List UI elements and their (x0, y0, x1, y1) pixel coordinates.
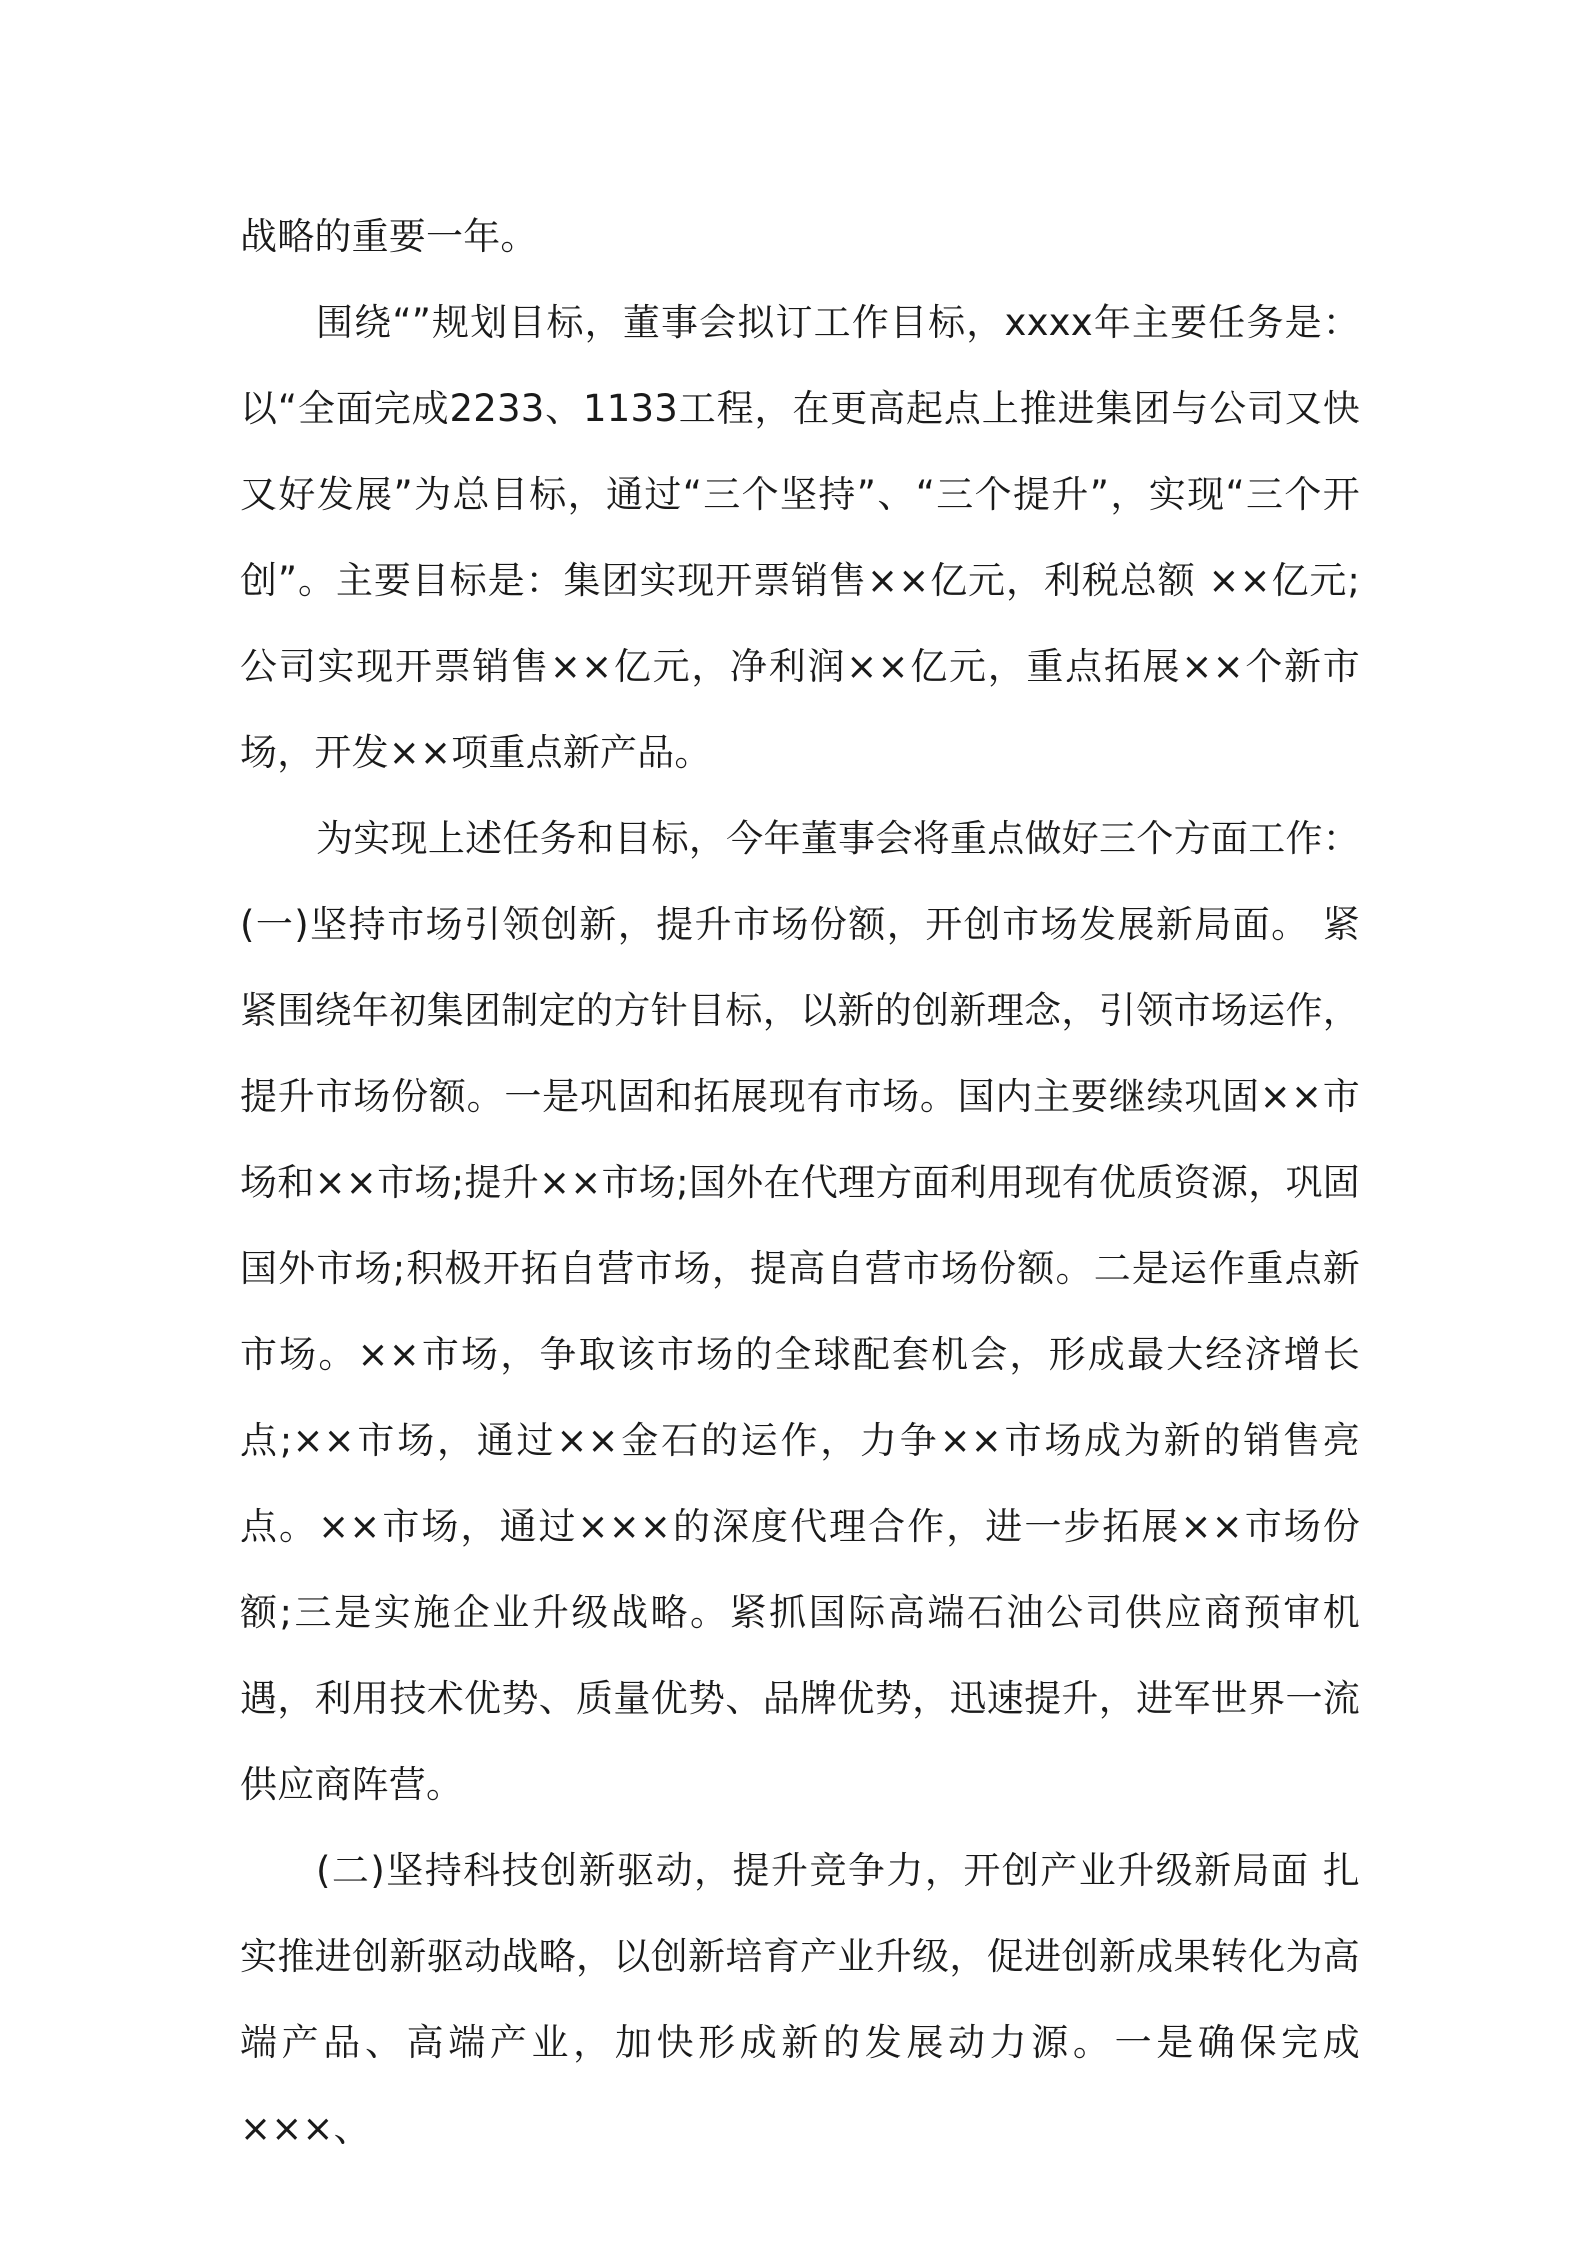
paragraph-tech-innovation: (二)坚持科技创新驱动，提升竞争力，开创产业升级新局面 扎实推进创新驱动战略，以创新培育产业升级，促进创新成果转化为高端产品、高端产业，加快形成新的发展动力源。一是确保完成×××、 (240, 1849, 1360, 2150)
paragraph-continuation: 战略的重要一年。 (240, 215, 538, 258)
paragraph-main-tasks: 围绕“”规划目标，董事会拟订工作目标，xxxx年主要任务是：以“全面完成2233、1133工程，在更高起点上推进集团与公司又快又好发展”为总目标，通过“三个坚持”、“三个提升”，实现“三个开创”。主要目标是：集团实现开票销售××亿元，利税总额 ××亿元;公司实现开票销售××亿元，净利润××亿元，重点拓展××个新市场，开发××项重点新产品。 (240, 301, 1360, 774)
document-body (240, 194, 1360, 2172)
paragraph-market-innovation: 为实现上述任务和目标，今年董事会将重点做好三个方面工作：(一)坚持市场引领创新，提升市场份额，开创市场发展新局面。 紧紧围绕年初集团制定的方针目标，以新的创新理念，引领市场运作，提升市场份额。一是巩固和拓展现有市场。国内主要继续巩固××市场和××市场;提升××市场;国外在代理方面利用现有优质资源，巩固国外市场;积极开拓自营市场，提高自营市场份额。二是运作重点新市场。××市场，争取该市场的全球配套机会，形成最大经济增长点;××市场，通过××金石的运作，力争××市场成为新的销售亮点。××市场，通过×××的深度代理合作，进一步拓展××市场份额;三是实施企业升级战略。紧抓国际高端石油公司供应商预审机遇，利用技术优势、质量优势、品牌优势，迅速提升，进军世界一流供应商阵营。 (240, 817, 1360, 1806)
